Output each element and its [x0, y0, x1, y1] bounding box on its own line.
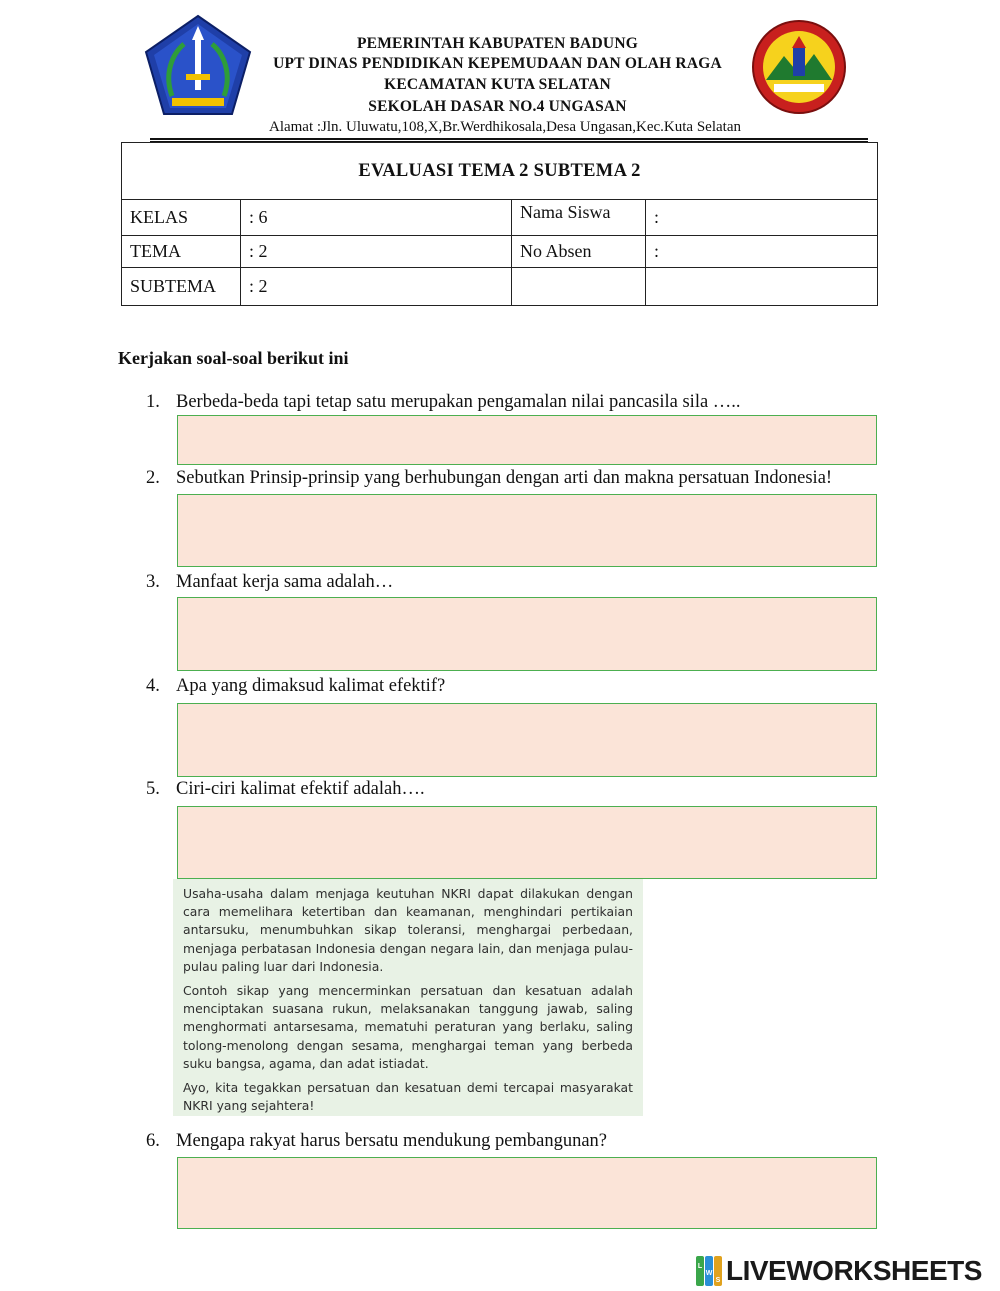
empty-cell: [512, 268, 646, 306]
question-6: [146, 1131, 607, 1152]
liveworksheets-brand: [696, 1254, 982, 1288]
reading-passage: [173, 879, 643, 1116]
logo-letter: W: [705, 1270, 713, 1277]
header-department: UPT DINAS PENDIDIKAN KEPEMUDAAN DAN OLAH RAGA: [273, 55, 722, 72]
question-text: Berbeda-beda tapi tetap satu merupakan pengamalan nilai pancasila sila …..: [176, 392, 741, 412]
answer-input-2[interactable]: [177, 494, 877, 567]
kelas-value: : 6: [241, 200, 512, 236]
tema-label: TEMA: [122, 236, 241, 268]
no-absen-label: No Absen: [512, 236, 646, 268]
student-info-table: [121, 142, 878, 306]
answer-input-6[interactable]: [177, 1157, 877, 1229]
answer-input-3[interactable]: [177, 597, 877, 671]
question-text: Mengapa rakyat harus bersatu mendukung pembangunan?: [176, 1131, 608, 1151]
header-school: SEKOLAH DASAR NO.4 UNGASAN: [368, 98, 627, 115]
nama-siswa-label: Nama Siswa: [512, 200, 646, 236]
answer-input-5[interactable]: [177, 806, 877, 879]
school-emblem-logo: [748, 18, 850, 116]
header-government: PEMERINTAH KABUPATEN BADUNG: [357, 35, 638, 52]
nama-siswa-value: :: [646, 200, 878, 236]
brand-name: LIVEWORKSHEETS: [726, 1255, 982, 1286]
question-1: [146, 392, 741, 413]
question-text: Apa yang dimaksud kalimat efektif?: [176, 676, 446, 696]
question-5: [146, 779, 425, 800]
worksheet-title: EVALUASI TEMA 2 SUBTEMA 2: [122, 143, 878, 200]
question-text: Sebutkan Prinsip-prinsip yang berhubungan dengan arti dan makna persatuan Indonesia!: [176, 468, 833, 488]
question-2: [146, 468, 832, 489]
answer-input-4[interactable]: [177, 703, 877, 777]
logo-letter: L: [697, 1263, 703, 1270]
question-number: 6.: [146, 1131, 160, 1151]
header-district: KECAMATAN KUTA SELATAN: [384, 76, 611, 93]
question-number: 2.: [146, 468, 160, 488]
subtema-label: SUBTEMA: [122, 268, 241, 306]
header-address: Alamat :Jln. Uluwatu,108,X,Br.Werdhikosala,Desa Ungasan,Kec.Kuta Selatan: [268, 119, 741, 135]
passage-paragraph: Contoh sikap yang mencerminkan persatuan dan kesatuan adalah menciptakan suasana rukun, melaksanakan tanggung jawab, saling menghormati antarsesama, mematuhi peraturan yang berlaku, saling tolong-menolong dengan sesama, menghargai teman yang berbeda suku bangsa, agama, dan adat istiadat.: [183, 983, 633, 1071]
logo-letter: S: [715, 1277, 721, 1284]
question-number: 4.: [146, 676, 160, 696]
badung-emblem-logo: [142, 14, 254, 118]
passage-paragraph: Ayo, kita tegakkan persatuan dan kesatuan demi tercapai masyarakat NKRI yang sejahtera!: [183, 1080, 633, 1114]
subtema-value: : 2: [241, 268, 512, 306]
question-number: 1.: [146, 392, 160, 412]
answer-input-1[interactable]: [177, 415, 877, 465]
header-rule: [150, 138, 868, 140]
question-number: 3.: [146, 572, 160, 592]
question-number: 5.: [146, 779, 160, 799]
question-3: [146, 572, 393, 593]
tema-value: : 2: [241, 236, 512, 268]
empty-cell: [646, 268, 878, 306]
liveworksheets-logo-icon: [696, 1256, 722, 1286]
question-4: [146, 676, 445, 697]
passage-paragraph: Usaha-usaha dalam menjaga keutuhan NKRI dapat dilakukan dengan cara memelihara ketertiban dan keamanan, menghindari pertikaian antarsuku, menumbuhkan sikap toleransi, menghargai perbedaan, menjaga perbatasan Indonesia dengan negara lain, dan menjaga pulau-pulau paling luar dari Indonesia.: [183, 886, 633, 974]
kelas-label: KELAS: [122, 200, 241, 236]
instructions: Kerjakan soal-soal berikut ini: [118, 348, 349, 368]
no-absen-value: :: [646, 236, 878, 268]
question-text: Manfaat kerja sama adalah…: [176, 572, 394, 592]
question-text: Ciri-ciri kalimat efektif adalah….: [176, 779, 425, 799]
